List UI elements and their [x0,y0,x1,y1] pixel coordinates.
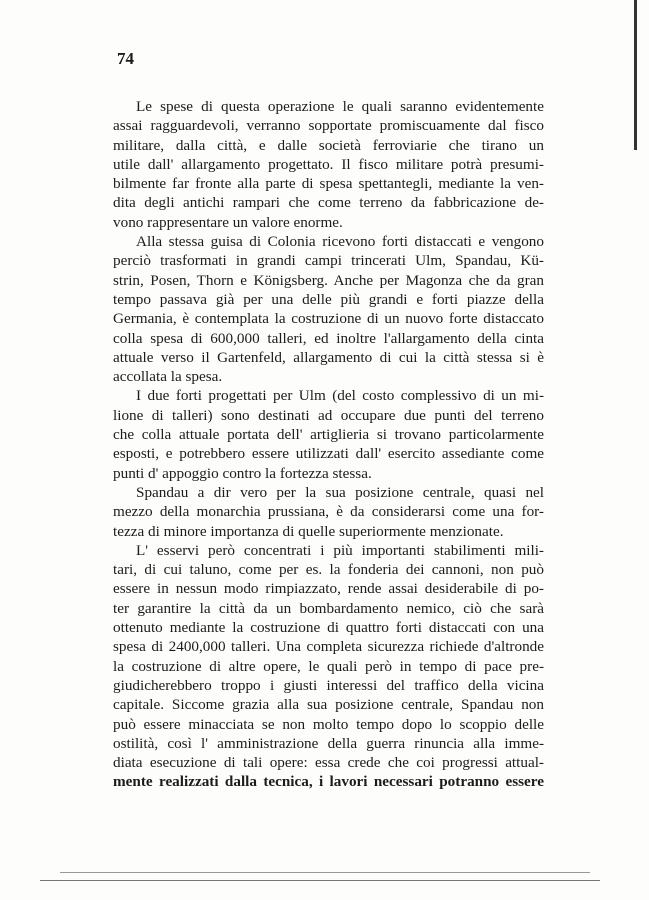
text-line: giudicherebbero troppo i giusti interessi del traffico della vicina [113,676,544,694]
text-line: assai ragguardevoli, verranno sopportate promiscuamente dal fisco [113,117,544,135]
text-line: tezza di minore importanza di quelle superiormente menzionate. [113,522,504,540]
text-line: diata esecuzione di tali opere: essa crede che coi progressi attual- [113,754,544,772]
text-line: ter garantire la città da un bombardamento nemico, ciò che sarà [113,599,544,617]
text-line: spesa di 2400,000 talleri. Una completa sicurezza richiede d'altronde [113,638,544,656]
text-line: tari, di cui taluno, come per es. la fonderia dei cannoni, non può [113,561,544,579]
page-number: 74 [117,49,134,68]
text-line: la costruzione di altre opere, le quali però in tempo di pace pre- [113,657,544,675]
text-line: dita degli antichi rampari che come terreno da fabbricazione de- [113,194,544,212]
text-line: militare, dalla città, e dalle società ferroviarie che tirano un [113,136,544,154]
text-line: accollata la spesa. [113,368,223,386]
text-line: L' esservi però concentrati i più importanti stabilimenti mili- [136,541,544,559]
text-line: Germania, è contemplata la costruzione di un nuovo forte distaccato [113,310,544,328]
text-line: lione di talleri) sono destinati ad occupare due punti del terreno [113,406,544,424]
text-line: può essere minacciata se non molto tempo dopo lo scoppio delle [113,715,544,733]
text-line: Spandau a dir vero per la sua posizione centrale, quasi nel [136,483,544,501]
text-line: mezzo della monarchia prussiana, è da considerarsi come una for- [113,503,544,521]
body-text [113,97,544,792]
bottom-rule [40,880,600,881]
text-line: strin, Posen, Thorn e Königsberg. Anche per Magonza che da gran [113,271,544,289]
text-line: utile dall' allargamento progettato. Il fisco militare potrà presumi- [113,155,544,173]
text-line: attuale verso il Gartenfeld, allargamento di cui la città stessa si è [113,348,544,366]
text-line: ostilità, così l' amministrazione della guerra rinuncia alla imme- [113,734,544,752]
bottom-rule [60,872,590,873]
text-line: Alla stessa guisa di Colonia ricevono forti distaccati e vengono [136,233,544,251]
text-line: ottenuto mediante la costruzione di quattro forti distaccati con una [113,619,544,637]
text-line: colla spesa di 600,000 talleri, ed inoltre l'allargamento della cinta [113,329,544,347]
text-line: perciò trasformati in grandi campi trincerati Ulm, Spandau, Kü- [113,252,544,270]
page-binding-edge [634,0,637,150]
text-line: capitale. Siccome grazia alla sua posizione centrale, Spandau non [113,696,544,714]
text-line: esposti, e potrebbero essere utilizzati dall' esercito assediante come [113,445,544,463]
text-line: tempo passava già per una delle più grandi e forti piazze della [113,290,544,308]
text-line: bilmente far fronte alla parte di spesa spettantegli, mediante la ven- [113,175,544,193]
text-line: mente realizzati dalla tecnica, i lavori necessari potranno essere [113,773,544,791]
text-line: Le spese di questa operazione le quali saranno evidentemente [136,98,544,115]
text-line: essere in nessun modo rimpiazzato, rende assai desiderabile di po- [113,580,544,598]
text-line: punti d' appoggio contro la fortezza stessa. [113,464,372,482]
text-line: I due forti progettati per Ulm (del costo complessivo di un mi- [136,387,544,405]
text-line: vono rappresentare un valore enorme. [113,213,343,231]
text-line: che colla attuale portata dell' artiglieria si trovano particolarmente [113,426,544,444]
